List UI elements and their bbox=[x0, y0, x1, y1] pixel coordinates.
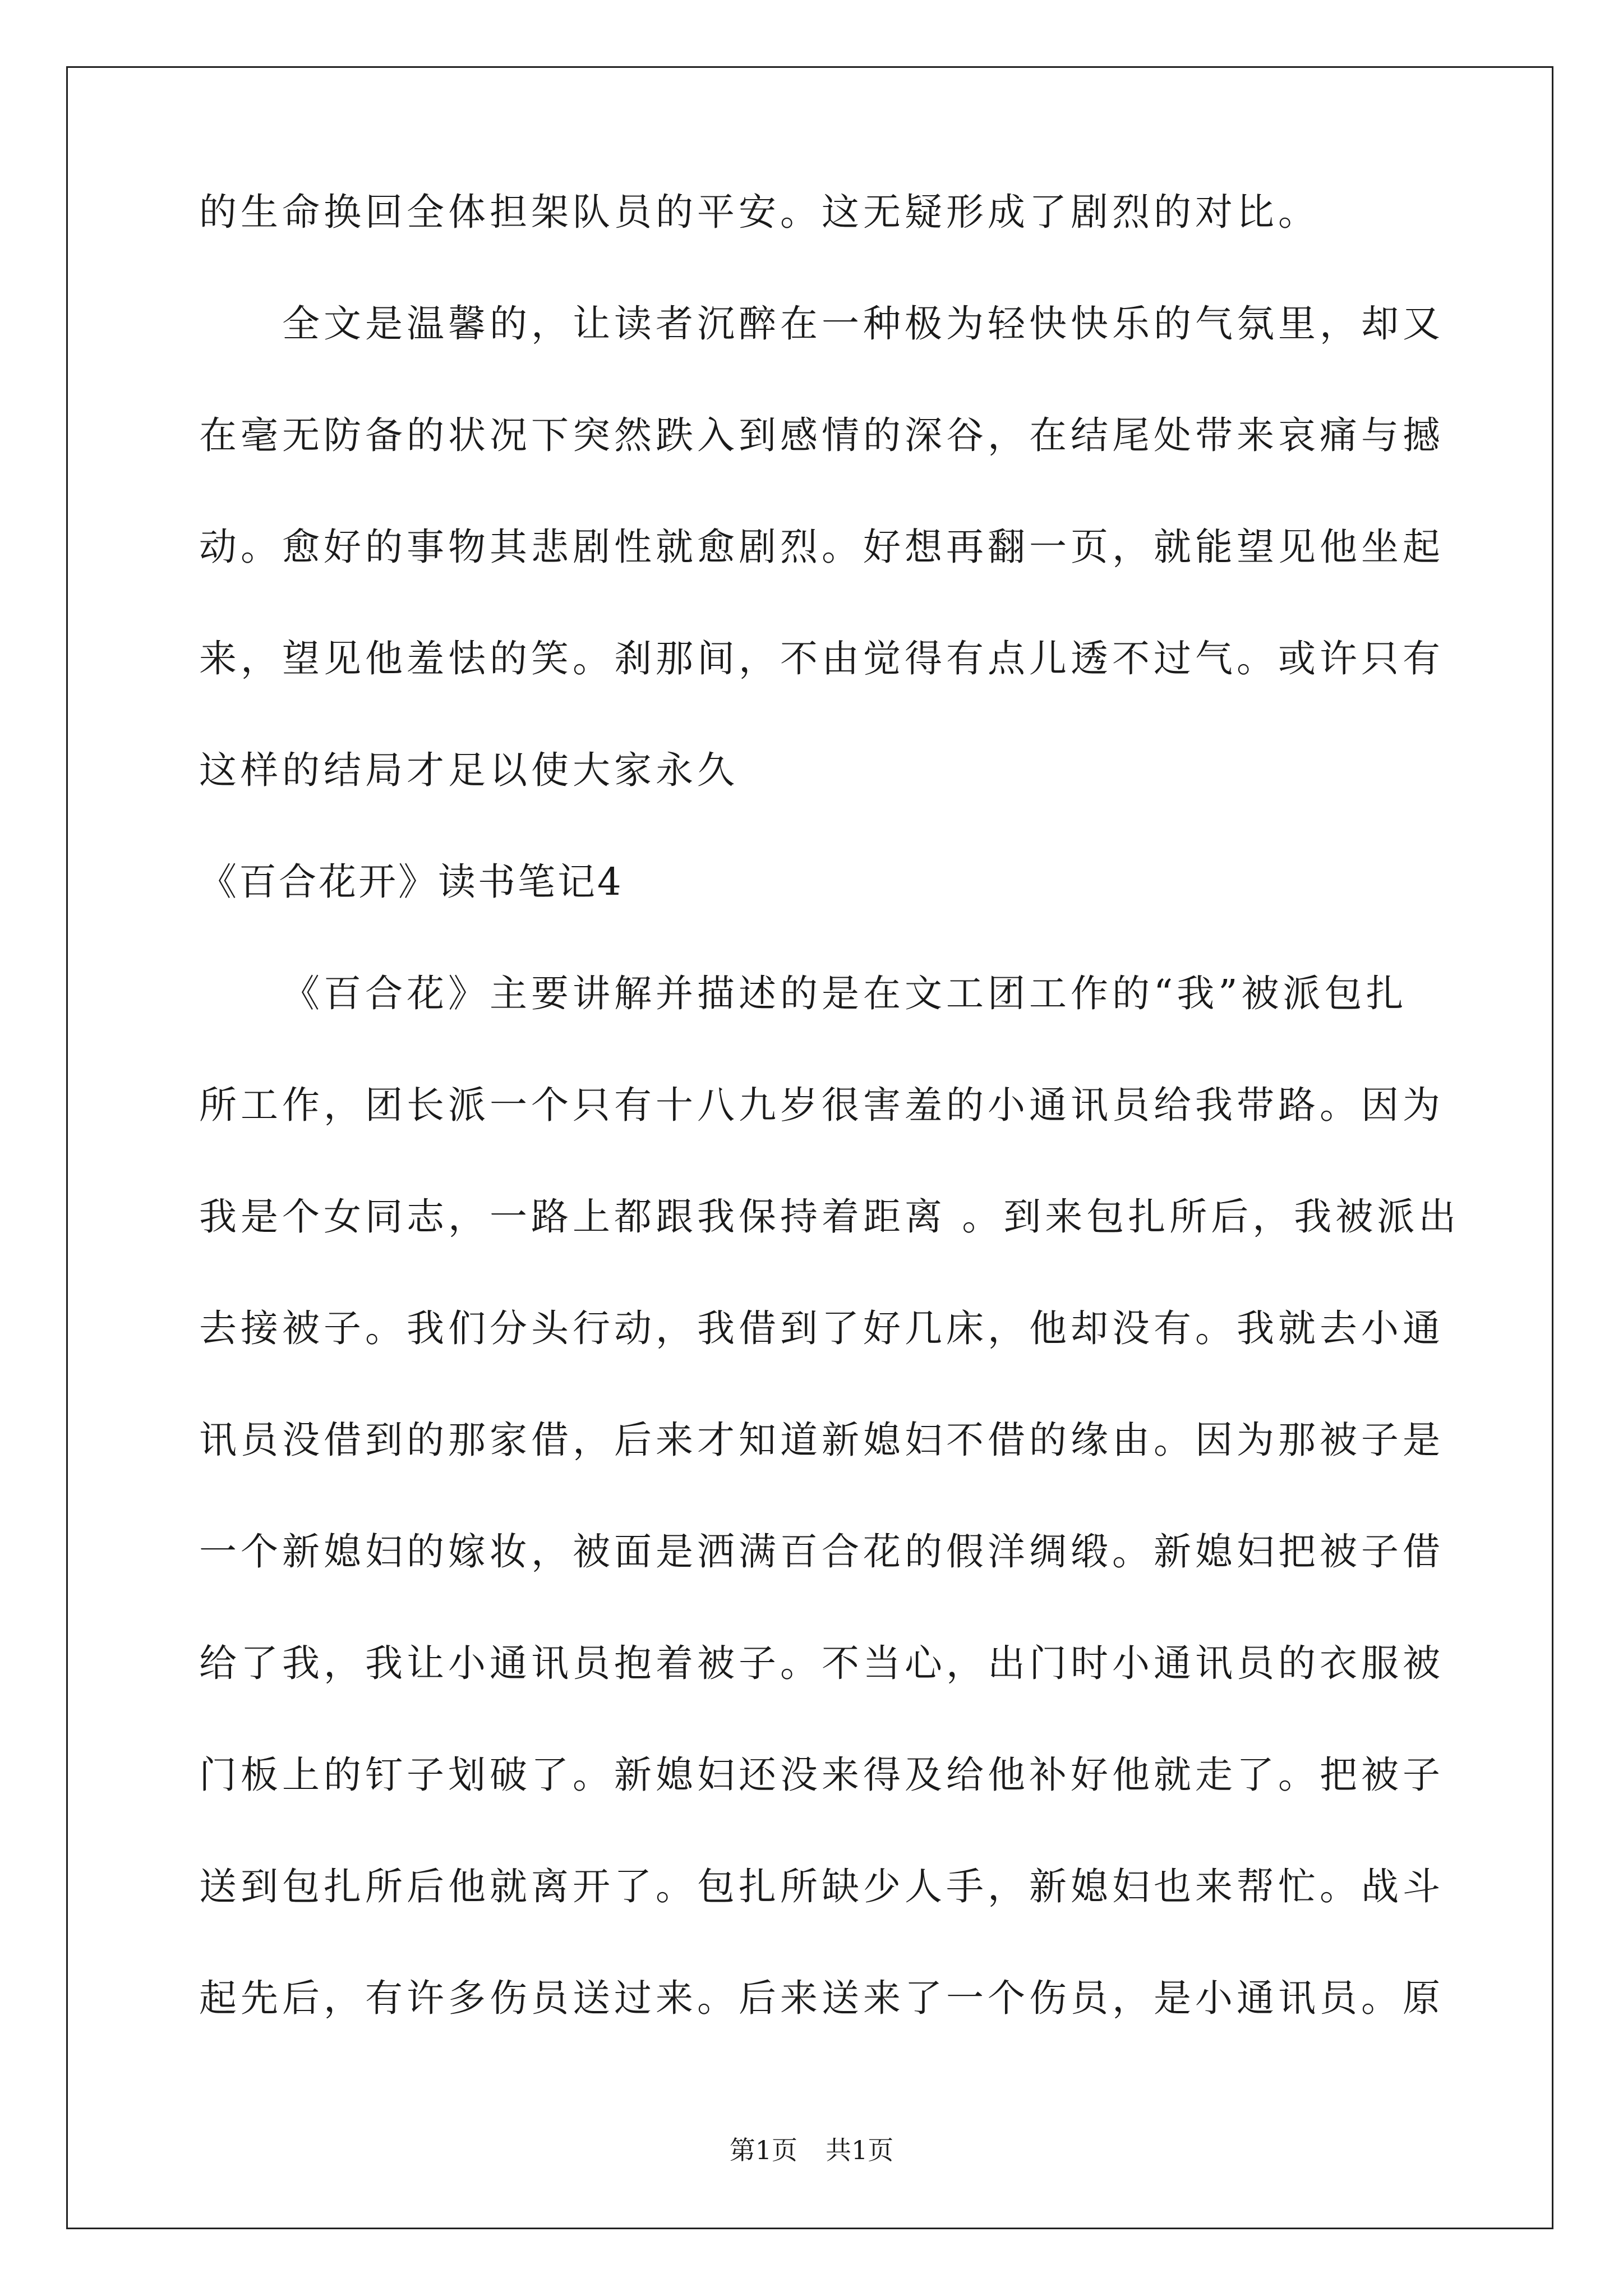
document-body bbox=[199, 190, 1460, 2091]
paragraph-2-line-2: 在毫无防备的状况下突然跌入到感情的深谷，在结尾处带来哀痛与撼 bbox=[199, 413, 1444, 457]
page-footer bbox=[0, 2137, 1623, 2163]
page-number: 第1页 bbox=[729, 2135, 797, 2165]
page-total: 共1页 bbox=[826, 2135, 894, 2165]
paragraph-3-line-5: 讯员没借到的那家借，后来才知道新媳妇不借的缘由。因为那被子是 bbox=[199, 1418, 1444, 1462]
paragraph-3-line-2: 所工作，团长派一个只有十八九岁很害羞的小通讯员给我带路。因为 bbox=[199, 1083, 1444, 1127]
paragraph-2-line-5: 这样的结局才足以使大家永久 bbox=[199, 748, 739, 792]
paragraph-2-line-4: 来，望见他羞怯的笑。刹那间，不由觉得有点儿透不过气。或许只有 bbox=[199, 637, 1444, 680]
paragraph-2-line-1: 全文是温馨的，让读者沉醉在一种极为轻快快乐的气氛里，却又 bbox=[282, 302, 1444, 346]
paragraph-3-line-3: 我是个女同志，一路上都跟我保持着距离 。到来包扎所后，我被派出 bbox=[199, 1195, 1460, 1239]
paragraph-3-line-8: 门板上的钉子划破了。新媳妇还没来得及给他补好他就走了。把被子 bbox=[199, 1753, 1444, 1797]
paragraph-1-line-1: 的生命换回全体担架队员的平安。这无疑形成了剧烈的对比。 bbox=[199, 190, 1320, 234]
paragraph-3-line-10: 起先后，有许多伤员送过来。后来送来了一个伤员，是小通讯员。原 bbox=[199, 1976, 1444, 2020]
paragraph-3-line-9: 送到包扎所后他就离开了。包扎所缺少人手，新媳妇也来帮忙。战斗 bbox=[199, 1865, 1444, 1908]
paragraph-3-line-4: 去接被子。我们分头行动，我借到了好几床，他却没有。我就去小通 bbox=[199, 1306, 1444, 1350]
paragraph-3-line-1: 《百合花》主要讲解并描述的是在文工团工作的“我”被派包扎 bbox=[282, 972, 1408, 1015]
paragraph-2-line-3: 动。愈好的事物其悲剧性就愈剧烈。好想再翻一页，就能望见他坐起 bbox=[199, 525, 1444, 569]
paragraph-3-line-7: 给了我，我让小通讯员抱着被子。不当心，出门时小通讯员的衣服被 bbox=[199, 1641, 1444, 1685]
paragraph-3-line-6: 一个新媳妇的嫁妆，被面是洒满百合花的假洋绸缎。新媳妇把被子借 bbox=[199, 1530, 1444, 1573]
section-heading: 《百合花开》读书笔记4 bbox=[199, 860, 624, 904]
